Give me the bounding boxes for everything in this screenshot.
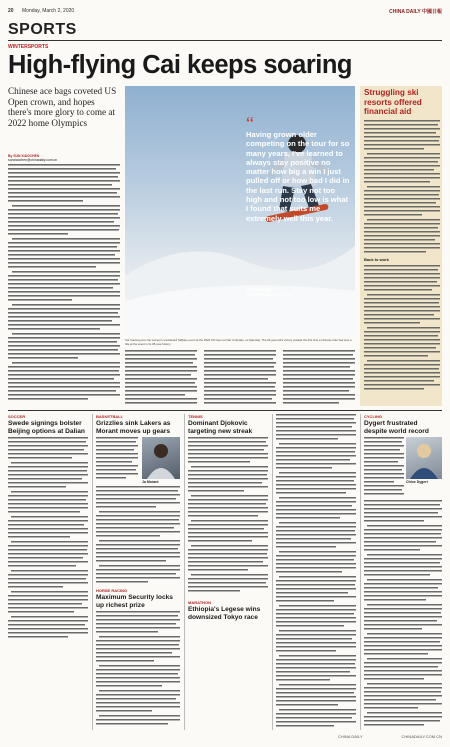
chloe-dygert-photo	[406, 437, 442, 479]
brief-category-soccer: SOCCER	[8, 414, 26, 419]
brief-text-cycling-top	[364, 437, 404, 497]
footer-left: CHINA DAILY	[338, 734, 363, 739]
column-divider	[184, 414, 185, 730]
quote-source: Cai Xuetong,	[246, 287, 272, 292]
brief-text-tennis	[188, 437, 268, 731]
brief-category-horse-racing: HORSE RACING	[96, 588, 128, 593]
brief-category-basketball: BASKETBALL	[96, 414, 124, 419]
brief-headline-cycling: Dygert frustrated despite world record	[364, 420, 429, 435]
portrait-icon	[406, 437, 442, 479]
footer-right: CHINADAILY.COM.CN	[401, 734, 442, 739]
brief-text-marathon	[276, 414, 356, 731]
main-headline: High-flying Cai keeps soaring	[8, 51, 352, 79]
portrait-icon	[142, 437, 180, 479]
chloe-dygert-label: Chloe Dygert	[406, 480, 428, 484]
top-bar	[8, 8, 442, 18]
deck: Chinese ace bags coveted US Open crown, and hopes there's more glory to come at 2022 home Olympics	[8, 86, 117, 128]
brief-headline-soccer: Swede signings bolster Beijing options at Dalian	[8, 420, 85, 435]
quote-source-desc: Chinese snowboard star	[246, 292, 292, 297]
sidebar-text	[364, 120, 440, 404]
section-rule	[8, 40, 442, 41]
quote-mark-icon: “	[246, 113, 254, 133]
brief-text-soccer	[8, 437, 88, 731]
brief-text-basketball-top	[96, 437, 138, 479]
briefs-rule	[8, 410, 442, 411]
brief-headline-horse-racing: Maximum Security locks up richest prize	[96, 594, 173, 609]
brief-headline-tennis: Dominant Djokovic targeting new streak	[188, 420, 253, 435]
section-title: SPORTS	[8, 21, 77, 38]
article-columns-2-4	[125, 350, 355, 406]
column-divider	[272, 414, 273, 730]
byline	[8, 154, 120, 163]
brief-text-horse-racing	[96, 611, 180, 731]
brief-category-marathon: MARATHON	[188, 600, 212, 605]
byline-email: sunxiaochen@chinadaily.com.cn	[8, 158, 58, 163]
article-column-1	[8, 164, 120, 406]
masthead: CHINA DAILY 中國日報	[389, 9, 442, 15]
photo-caption: Cai Xuetong won the women's snowboard halfpipe event at the 2020 US Open at Vail, Colorado, on Saturday. The 26-year-old's victory marked the first time a Chinese rider has won a title at the event in its 38-year history.	[125, 338, 352, 346]
page-number: 20	[8, 8, 14, 14]
pull-quote: Having grown older competing on the tour for so many years, I've learned to always stay positive no matter how big a win I just pulled off or how bad I did in the last run. Stay not too high and not too low is what I found that suits me extremely well this year.	[246, 130, 350, 223]
byline-author: By SUN XIAOCHEN	[8, 154, 40, 158]
sidebar-headline: Struggling ski resorts offered financial aid	[364, 88, 422, 116]
brief-category-tennis: TENNIS	[188, 414, 203, 419]
column-divider	[92, 414, 93, 730]
ja-morant-label: Ja Morant	[142, 480, 159, 484]
kicker: WINTERSPORTS	[8, 44, 49, 50]
dateline: Monday, March 2, 2020	[22, 8, 75, 14]
column-divider	[360, 414, 361, 730]
brief-headline-basketball: Grizzlies sink Lakers as Morant moves up gears	[96, 420, 171, 435]
ja-morant-photo	[142, 437, 180, 479]
footer	[8, 734, 442, 742]
brief-category-cycling: CYCLING	[364, 414, 382, 419]
quote-attribution	[246, 287, 346, 297]
brief-headline-marathon: Ethiopia's Legese wins downsized Tokyo race	[188, 606, 261, 621]
sidebar-subhead: Back to work	[364, 257, 389, 262]
brief-text-cycling	[364, 500, 442, 731]
